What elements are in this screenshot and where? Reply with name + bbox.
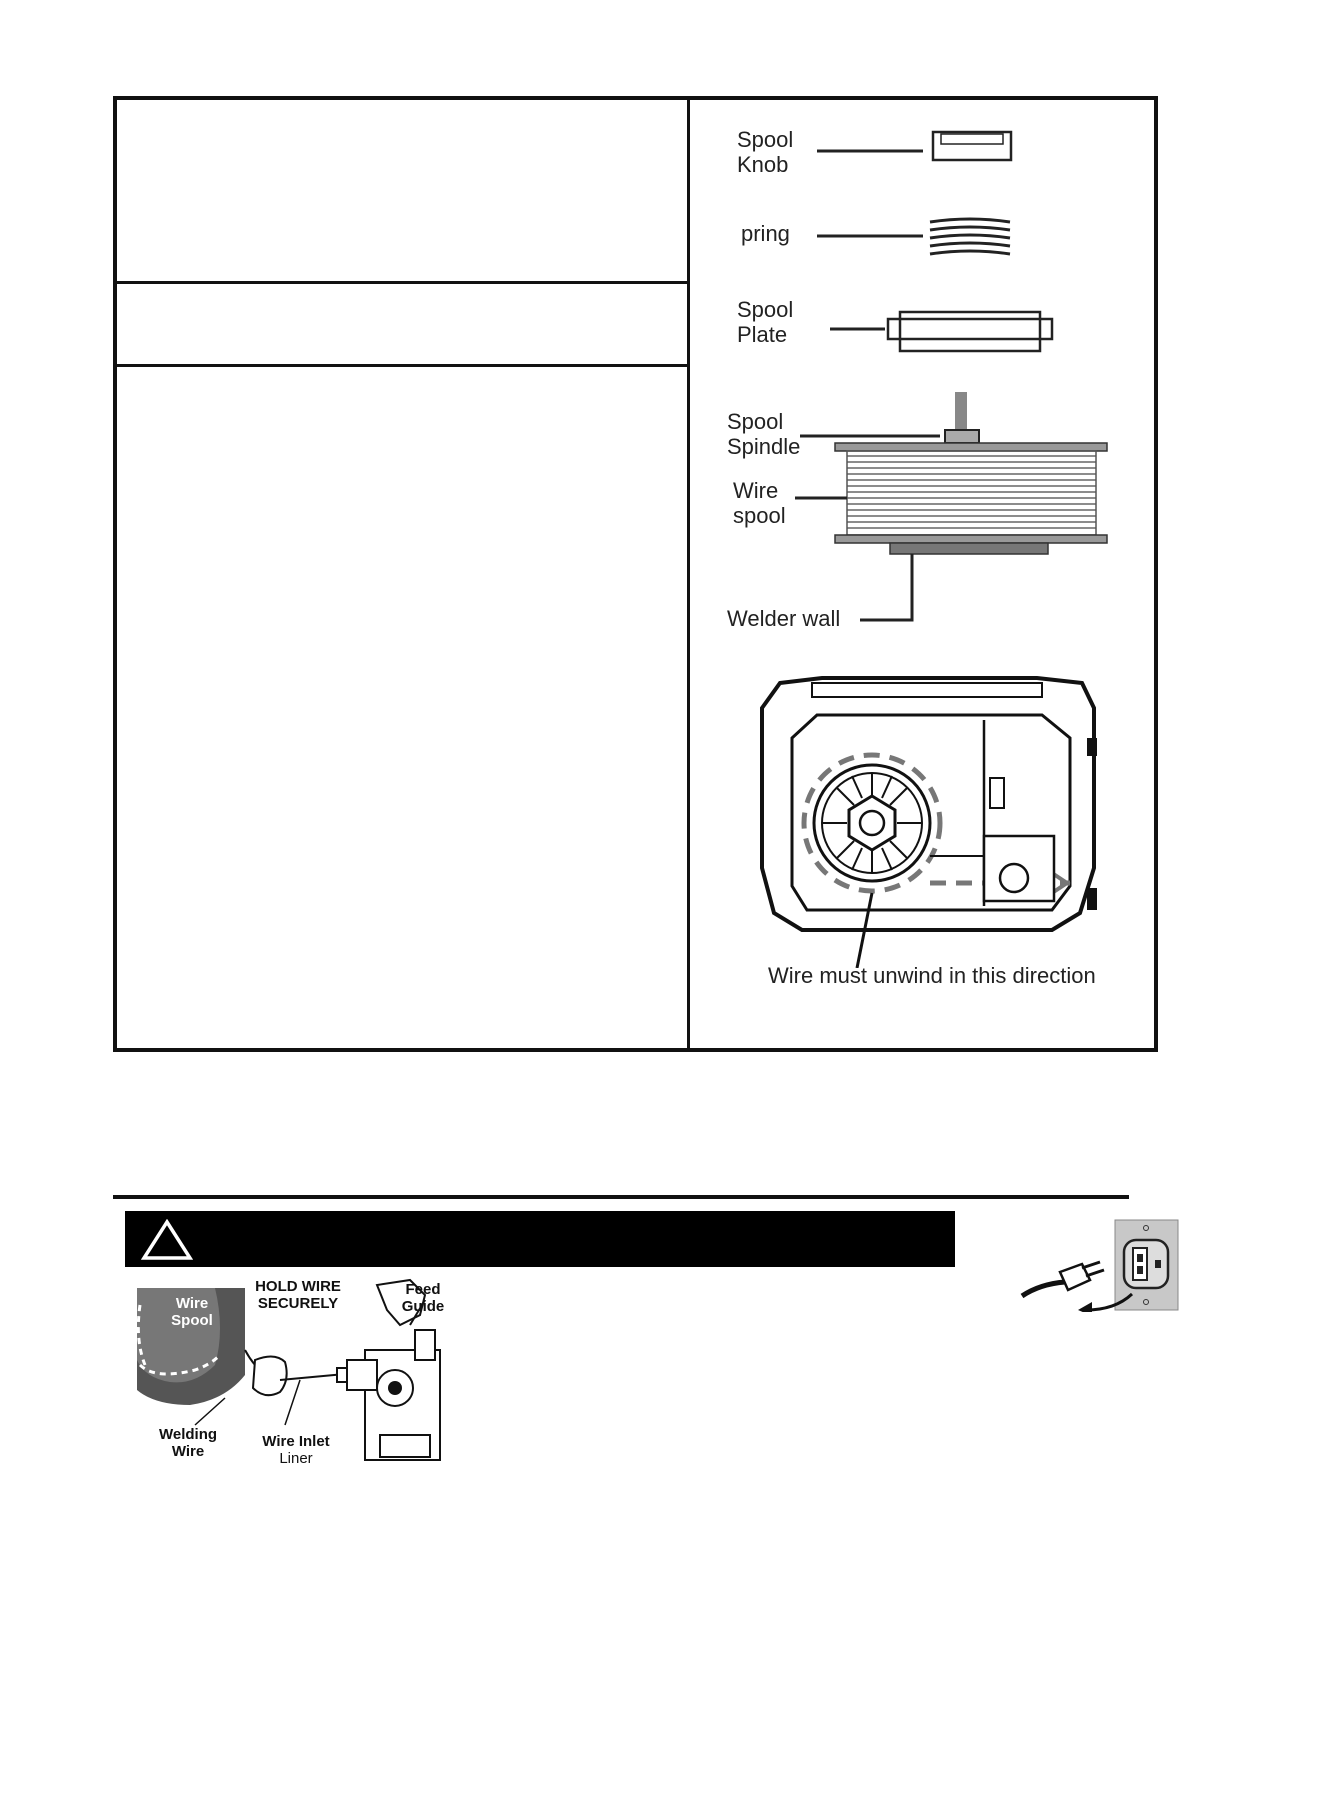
table-cell-step-3 — [120, 372, 680, 1042]
welding-wire-label: Welding Wire — [158, 1426, 218, 1460]
warning-triangle-icon — [141, 1219, 193, 1261]
spool-knob-label: Spool Knob — [737, 127, 794, 177]
table-row-divider — [117, 364, 687, 367]
table-row-divider — [117, 281, 687, 284]
spring-label: pring — [741, 221, 790, 246]
hold-wire-label: HOLD WIRE SECURELY — [255, 1278, 341, 1312]
table-cell-step-1 — [120, 103, 680, 275]
spool-plate-label: Spool Plate — [737, 297, 794, 347]
feed-wire-spool-label: Wire Spool — [171, 1295, 213, 1329]
feed-guide-label: Feed Guide — [401, 1281, 445, 1315]
unplug-drawing — [1020, 1218, 1182, 1312]
wire-inlet-liner-label: Wire Inlet Liner — [262, 1433, 330, 1467]
welder-machine-drawing — [752, 668, 1102, 968]
welder-wall-label: Welder wall — [727, 606, 841, 631]
table-column-divider — [687, 100, 690, 1048]
table-cell-step-2 — [120, 288, 680, 358]
spool-spindle-label: Spool Spindle — [727, 409, 801, 459]
unwind-direction-caption: Wire must unwind in this direction — [768, 963, 1096, 988]
section-rule — [113, 1195, 1129, 1199]
wire-spool-label: Wire spool — [733, 478, 786, 528]
warning-banner — [125, 1211, 955, 1267]
spool-parts-drawing — [700, 100, 1140, 660]
